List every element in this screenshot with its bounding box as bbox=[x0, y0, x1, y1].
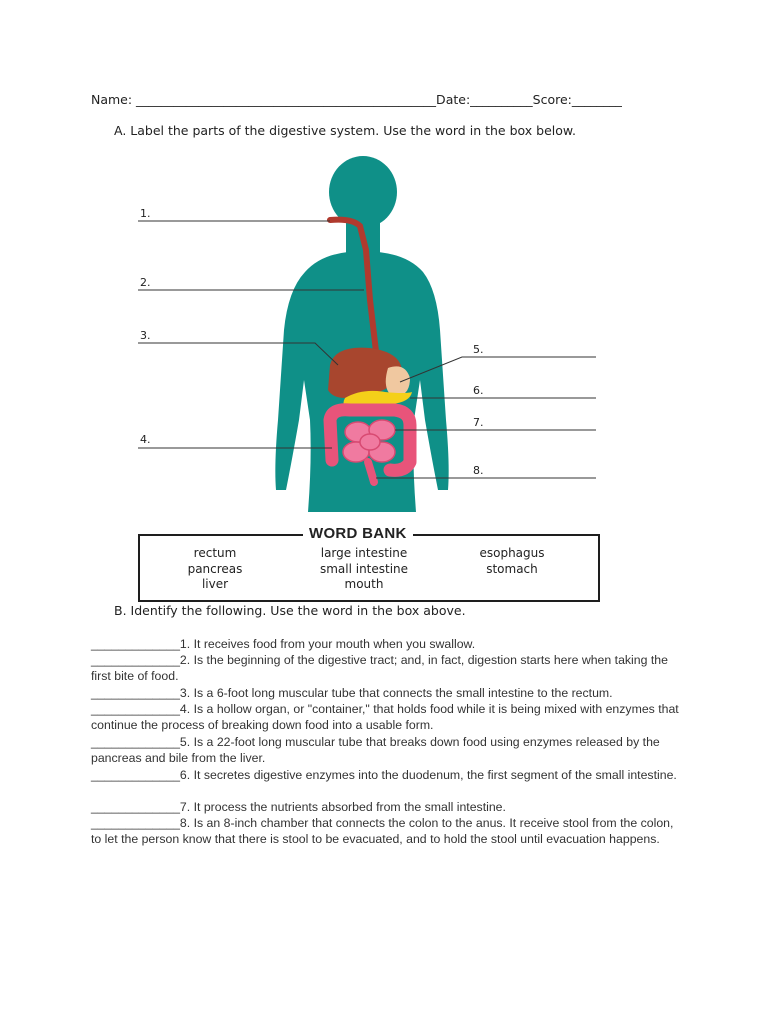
question-1: _____________1. It receives food from your mouth when you swallow. bbox=[91, 637, 476, 651]
question-7: _____________7. It process the nutrients absorbed from the small intestine. bbox=[91, 800, 506, 814]
question-3: _____________3. Is a 6-foot long muscular tube that connects the small intestine to the rectum. bbox=[91, 686, 613, 700]
word-bank-word: mouth bbox=[344, 577, 384, 591]
diagram-label-5: 5. bbox=[473, 343, 484, 356]
question-6: _____________6. It secretes digestive enzymes into the duodenum, the first segment of the small intestine. bbox=[91, 768, 677, 782]
word-bank-word: rectum bbox=[193, 546, 237, 560]
section-b-instruction: B. Identify the following. Use the word in the box above. bbox=[114, 603, 466, 618]
diagram-label-7: 7. bbox=[473, 416, 484, 429]
word-bank-title: WORD BANK bbox=[303, 525, 413, 542]
digestive-system-diagram bbox=[0, 150, 768, 520]
word-bank-column-3 bbox=[470, 546, 554, 577]
word-bank-column-2 bbox=[306, 546, 422, 593]
word-bank-word: stomach bbox=[486, 561, 538, 576]
word-bank-word: large intestine bbox=[320, 546, 408, 560]
diagram-label-3: 3. bbox=[140, 329, 151, 342]
diagram-label-8: 8. bbox=[473, 464, 484, 477]
name-date-score-line: Name: ________________________________________________Date:__________Score:________ bbox=[91, 92, 622, 107]
question-5: _____________5. Is a 22-foot long muscular tube that breaks down food using enzymes released by the pancreas and bile from the liver. bbox=[91, 735, 660, 766]
word-bank-word: small intestine bbox=[319, 561, 409, 576]
word-bank-word: liver bbox=[201, 577, 229, 591]
section-a-instruction: A. Label the parts of the digestive system. Use the word in the box below. bbox=[114, 123, 576, 138]
question-8: _____________8. Is an 8-inch chamber that connects the colon to the anus. It receive stool from the colon, to let the person know that there is stool to be evacuated, and to hold the stool until evacuation happens. bbox=[91, 816, 674, 847]
diagram-label-4: 4. bbox=[140, 433, 151, 446]
word-bank-word: pancreas bbox=[187, 561, 243, 576]
diagram-label-1: 1. bbox=[140, 207, 151, 220]
word-bank-word: esophagus bbox=[479, 546, 545, 560]
question-2: _____________2. Is the beginning of the digestive tract; and, in fact, digestion starts here when taking the first bite of food. bbox=[91, 653, 668, 684]
word-bank-column-1 bbox=[175, 546, 255, 593]
diagram-label-6: 6. bbox=[473, 384, 484, 397]
diagram-label-2: 2. bbox=[140, 276, 151, 289]
question-4: _____________4. Is a hollow organ, or "container," that holds food while it is being mixed with enzymes that continue the process of breaking down food into a usable form. bbox=[91, 702, 679, 733]
